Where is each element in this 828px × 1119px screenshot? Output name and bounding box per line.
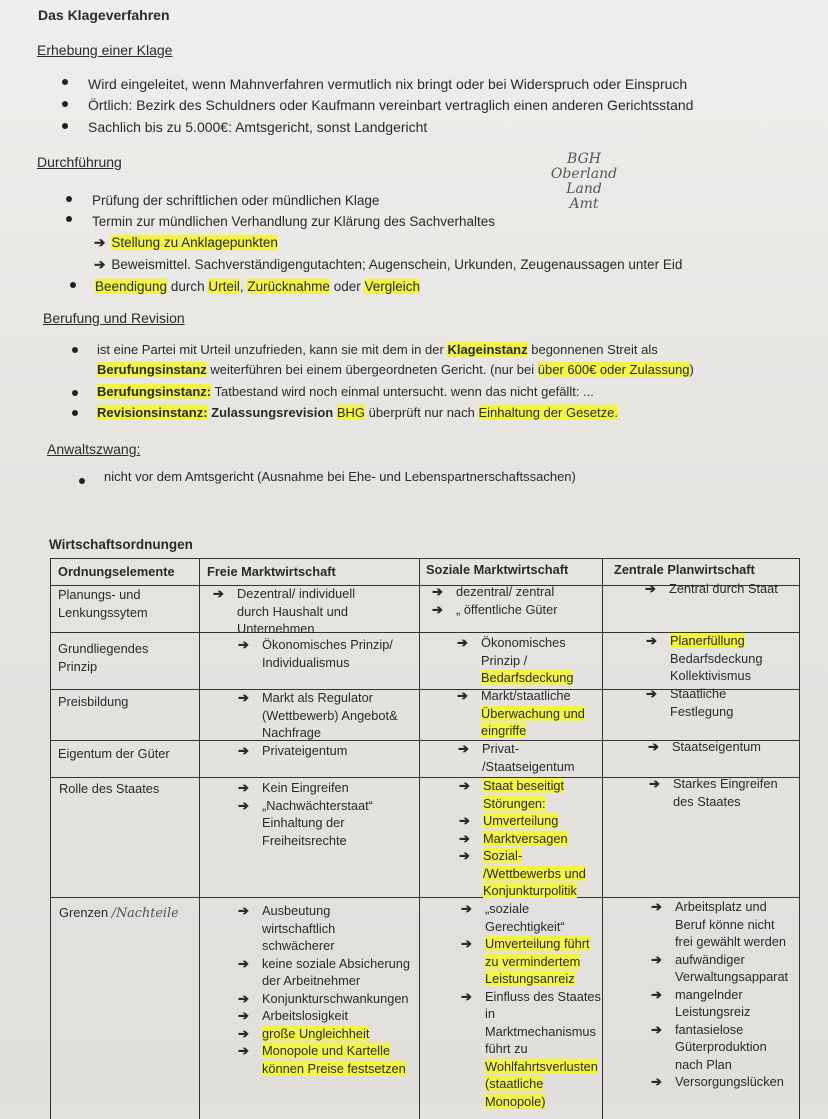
seg: Berufungsinstanz — [97, 362, 207, 377]
bullet — [72, 390, 78, 396]
cell-line: Monopole) — [485, 1093, 546, 1109]
cell-sozial-preis — [457, 687, 585, 740]
cell-line: Prinzip / — [481, 652, 528, 668]
arrow-right-icon: ➔ — [238, 1025, 249, 1041]
cell-line: Privateigentum — [262, 743, 348, 758]
cell-line: können Preise festsetzen — [262, 1060, 406, 1076]
cell-line: Einhaltung der — [262, 815, 345, 830]
cell-line: zu vermindertem — [485, 953, 581, 969]
anwaltszwang-item: nicht vor dem Amtsgericht (Ausnahme bei Ehe- und Lebenspartnerschaftssachen) — [104, 469, 576, 484]
bullet — [62, 79, 68, 85]
cell-line: Prinzip — [58, 658, 98, 674]
cell-line: Ökonomisches Prinzip/ — [262, 637, 393, 652]
arrow-right-icon: ➔ — [432, 584, 443, 599]
berufung-p3 — [97, 404, 618, 421]
cell-frei-preis — [238, 689, 398, 742]
seg: BHG — [336, 405, 366, 420]
cell-line: Rolle des Staates — [59, 781, 160, 796]
arrow-right-icon: ➔ — [649, 776, 660, 791]
seg: ) — [689, 362, 694, 377]
cell-line: Markt als Regulator — [262, 690, 373, 705]
cell-line: Störungen: — [483, 795, 546, 811]
handwritten-line: Land — [566, 181, 602, 197]
seg: Vergleich — [364, 279, 421, 294]
arrow-right-icon: ➔ — [238, 1043, 249, 1058]
seg: oder — [329, 279, 365, 294]
bullet — [66, 216, 72, 222]
cell-line: Bedarfsdeckung — [670, 650, 763, 666]
cell-sozial-staat — [459, 777, 586, 900]
bullet — [66, 196, 72, 202]
table-header-zentral: Zentrale Planwirtschaft — [614, 562, 755, 577]
cell-line: eingriffe — [481, 723, 527, 738]
cell-line: Leistungsanreiz — [485, 971, 575, 986]
cell-line: des Staates — [673, 793, 741, 809]
seg: Klageinstanz — [447, 342, 528, 357]
cell-line: fantasielose — [675, 1021, 744, 1037]
cell-line: Planungs- und — [58, 587, 141, 602]
cell-line: Überwachung und — [481, 705, 585, 721]
seg: Beendigung — [95, 279, 168, 294]
cell-zentral-prinzip — [646, 632, 763, 685]
cell-line: Dezentral/ individuell — [237, 586, 356, 601]
cell-line: Güterproduktion — [675, 1039, 767, 1054]
seg: , — [239, 279, 248, 294]
table-header-frei: Freie Marktwirtschaft — [207, 564, 336, 579]
cell-line: Einfluss des Staates — [485, 988, 601, 1004]
cell-zentral-staat — [649, 775, 778, 810]
arrow-right-icon: ➔ — [238, 955, 249, 971]
bullet — [72, 347, 78, 353]
cell-frei-grenzen — [238, 902, 410, 1077]
cell-zentral-preis — [646, 685, 734, 720]
handwritten-line: Amt — [569, 196, 599, 212]
seg: Tatbestand wird noch einmal untersucht. wenn das nicht gefällt: ... — [211, 384, 594, 399]
cell-line: nach Plan — [675, 1056, 732, 1072]
arrow-right-icon: ➔ — [459, 830, 470, 846]
seg: Berufungsinstanz: — [97, 384, 212, 399]
cell-line: Markt/staatliche — [481, 688, 571, 703]
arrow-right-icon: ➔ — [432, 601, 443, 617]
cell-line: Kein Eingreifen — [262, 780, 349, 795]
cell-line: Marktversagen — [483, 830, 568, 846]
arrow-right-icon: ➔ — [238, 743, 249, 758]
handwritten-line: BGH — [567, 151, 601, 167]
cell-line: Kollektivismus — [670, 668, 752, 683]
cell-line: Individualismus — [262, 654, 350, 670]
seg: weiterführen bei einem übergeordneten Gericht. (nur bei — [206, 362, 538, 377]
cell-line: Eigentum der Güter — [58, 746, 170, 761]
cell-line: Monopole und Kartelle — [262, 1043, 391, 1058]
seg: ist eine Partei mit Urteil unzufrieden, kann sie mit dem in der — [97, 342, 448, 357]
row-label-staat — [59, 780, 159, 798]
arrow-right-icon: ➔ — [94, 235, 106, 250]
sub2-text: Beweismittel. Sachverständigengutachten; Augenschein, Urkunden, Zeugenaussagen unter Eid — [111, 257, 683, 272]
sub1-text: Stellung zu Anklagepunkten — [111, 235, 278, 250]
seg: Einhaltung der Gesetze. — [478, 405, 618, 420]
cell-line: Leistungsreiz — [675, 1004, 751, 1019]
cell-line: „ öffentliche Güter — [456, 601, 558, 617]
cell-zentral-planung — [645, 580, 778, 598]
seg: Urteil — [208, 279, 240, 294]
arrow-right-icon: ➔ — [459, 848, 470, 863]
cell-line: Starkes Eingreifen — [673, 776, 778, 791]
cell-line: Freiheitsrechte — [262, 832, 347, 848]
arrow-right-icon: ➔ — [651, 986, 662, 1002]
arrow-right-icon: ➔ — [238, 690, 249, 705]
cell-line: Staat beseitigt — [483, 778, 565, 793]
cell-line: Lenkungssytem — [58, 604, 148, 620]
cell-line: Konjunkturschwankungen — [262, 990, 409, 1006]
erhebung-item-3: Sachlich bis zu 5.000€: Amtsgericht, sonst Landgericht — [88, 119, 428, 135]
erhebung-item-1: Wird eingeleitet, wenn Mahnverfahren vermutlich nix bringt oder bei Widerspruch oder Einspruch — [88, 76, 688, 92]
arrow-right-icon: ➔ — [459, 778, 470, 793]
cell-line: Ökonomisches — [481, 635, 566, 650]
cell-line: Arbeitsplatz und — [675, 899, 767, 914]
cell-line: /Staatseigentum — [482, 758, 575, 774]
cell-line: Beruf könne nicht — [675, 916, 775, 932]
cell-sozial-grenzen — [461, 900, 601, 1110]
row-label-eigentum — [58, 745, 170, 763]
bullet — [62, 123, 68, 129]
cell-line: in — [485, 1006, 495, 1021]
durchfuehrung-item-2: Termin zur mündlichen Verhandlung zur Klärung des Sachverhaltes — [92, 214, 495, 229]
cell-line: Unternehmen — [237, 621, 315, 636]
seg: Revisionsinstanz: — [97, 405, 208, 420]
arrow-right-icon: ➔ — [458, 741, 469, 756]
cell-line: aufwändiger — [675, 951, 745, 967]
cell-line: Preisbildung — [58, 694, 129, 709]
arrow-right-icon: ➔ — [645, 581, 656, 596]
cell-frei-eigentum — [238, 742, 348, 760]
table-header-elemente: Ordnungselemente — [58, 564, 175, 579]
seg: über 600€ oder Zulassung — [537, 362, 690, 377]
arrow-right-icon: ➔ — [461, 936, 472, 951]
bullet — [62, 101, 68, 107]
erhebung-item-2: Örtlich: Bezirk des Schuldners oder Kaufmann vereinbart vertraglich einen anderen Gerichtsstand — [88, 97, 694, 113]
seg: Zulassungsrevision — [207, 405, 337, 420]
cell-line: Konjunkturpolitik — [483, 883, 577, 898]
durchfuehrung-sub-1 — [94, 234, 278, 251]
cell-frei-staat — [238, 779, 373, 849]
cell-line: keine soziale Absicherung — [262, 955, 410, 971]
seg: durch — [167, 279, 209, 294]
row-label-preisbildung — [58, 693, 128, 711]
cell-line: dezentral/ zentral — [456, 584, 555, 599]
cell-line: Zentral durch Staat — [669, 581, 778, 596]
arrow-right-icon: ➔ — [646, 686, 657, 701]
arrow-right-icon: ➔ — [651, 899, 662, 914]
arrow-right-icon: ➔ — [457, 635, 468, 650]
cell-line: durch Haushalt und — [237, 603, 348, 619]
cell-line: Planerfüllung — [670, 633, 745, 648]
arrow-right-icon: ➔ — [651, 1021, 662, 1037]
arrow-right-icon: ➔ — [648, 739, 659, 754]
cell-frei-planung — [213, 585, 356, 638]
arrow-right-icon: ➔ — [238, 1008, 249, 1023]
cell-line: (staatliche — [485, 1076, 544, 1091]
cell-line: Ausbeutung — [262, 903, 331, 918]
cell-line: Staatseigentum — [672, 739, 761, 754]
cell-frei-prinzip — [238, 636, 393, 671]
cell-line: Wohlfahrtsverlusten — [485, 1058, 598, 1074]
bullet — [70, 282, 76, 288]
cell-line: Sozial- — [483, 848, 523, 863]
arrow-right-icon: ➔ — [646, 633, 657, 648]
arrow-right-icon: ➔ — [213, 586, 224, 601]
cell-line: Grundliegendes — [58, 641, 149, 656]
cell-sozial-eigentum — [458, 740, 575, 775]
arrow-right-icon: ➔ — [94, 257, 106, 272]
durchfuehrung-item-3 — [95, 278, 420, 295]
cell-line: Umverteilung — [483, 813, 559, 828]
cell-line: der Arbeitnehmer — [262, 973, 361, 988]
arrow-right-icon: ➔ — [238, 780, 249, 795]
cell-line: wirtschaftlich — [262, 920, 336, 936]
divider — [199, 559, 200, 1119]
cell-line: /Wettbewerbs und — [483, 865, 586, 881]
seg: Zurücknahme — [247, 279, 330, 294]
arrow-right-icon: ➔ — [238, 637, 249, 652]
arrow-right-icon: ➔ — [238, 797, 249, 813]
berufung-p2 — [97, 383, 594, 400]
cell-line: Gerechtigkeit“ — [485, 918, 565, 934]
cell-line: große Ungleichheit — [262, 1025, 370, 1041]
heading-anwaltszwang: Anwaltszwang: — [47, 441, 141, 457]
cell-line: schwächerer — [262, 938, 335, 953]
cell-line: Privat- — [482, 741, 519, 756]
arrow-right-icon: ➔ — [457, 688, 468, 703]
cell-line: Versorgungslücken — [675, 1074, 784, 1089]
arrow-right-icon: ➔ — [651, 1074, 662, 1089]
arrow-right-icon: ➔ — [461, 988, 472, 1004]
seg: begonnenen Streit als — [527, 342, 658, 357]
berufung-p1-line2 — [97, 361, 694, 378]
row-label-prinzip — [58, 640, 148, 675]
seg: überprüft nur nach — [365, 405, 479, 420]
cell-line: Bedarfsdeckung — [481, 670, 574, 685]
arrow-right-icon: ➔ — [238, 903, 249, 918]
document-title: Das Klageverfahren — [38, 7, 170, 23]
handwritten-line: Oberland — [550, 166, 618, 182]
wirtschaftsordnungen-table — [50, 558, 800, 1119]
berufung-p1-line1 — [97, 341, 658, 358]
heading-wirtschaftsordnungen: Wirtschaftsordnungen — [49, 537, 193, 552]
cell-sozial-prinzip — [457, 634, 574, 687]
heading-berufung: Berufung und Revision — [43, 310, 185, 326]
bullet — [72, 410, 78, 416]
arrow-right-icon: ➔ — [651, 951, 662, 967]
durchfuehrung-item-1: Prüfung der schriftlichen oder mündlichen Klage — [92, 193, 380, 208]
cell-line: Umverteilung führt — [485, 936, 590, 951]
cell-zentral-grenzen — [651, 898, 789, 1091]
cell-line: mangelnder — [675, 986, 743, 1002]
cell-line: führt zu — [485, 1041, 528, 1056]
handwritten-note: /Nachteile — [111, 906, 179, 921]
table-header-sozial: Soziale Marktwirtschaft — [426, 562, 569, 577]
cell-line: frei gewählt werden — [675, 934, 786, 949]
cell-line: „soziale — [485, 901, 530, 916]
arrow-right-icon: ➔ — [238, 990, 249, 1006]
cell-line: Nachfrage — [262, 725, 322, 740]
cell-line: (Wettbewerb) Angebot& — [262, 707, 398, 723]
cell-line: Grenzen — [59, 905, 109, 920]
heading-erhebung: Erhebung einer Klage — [37, 42, 173, 58]
cell-line: Marktmechanismus — [485, 1023, 596, 1039]
handwritten-note — [544, 152, 624, 212]
divider — [419, 559, 420, 1119]
cell-line: Festlegung — [670, 703, 734, 719]
row-label-grenzen — [59, 904, 179, 923]
heading-durchfuehrung: Durchführung — [37, 154, 122, 170]
row-label-planung — [58, 586, 148, 621]
divider — [602, 559, 603, 1119]
cell-line: Verwaltungsapparat — [675, 969, 789, 984]
cell-sozial-planung — [432, 583, 558, 618]
arrow-right-icon: ➔ — [459, 813, 470, 828]
bullet — [79, 478, 85, 484]
cell-line: Arbeitslosigkeit — [262, 1008, 349, 1023]
durchfuehrung-sub-2 — [94, 256, 682, 273]
cell-line: Staatliche — [670, 686, 727, 701]
cell-line: „Nachwächterstaat“ — [262, 797, 373, 813]
arrow-right-icon: ➔ — [461, 901, 472, 916]
cell-zentral-eigentum — [648, 738, 761, 756]
